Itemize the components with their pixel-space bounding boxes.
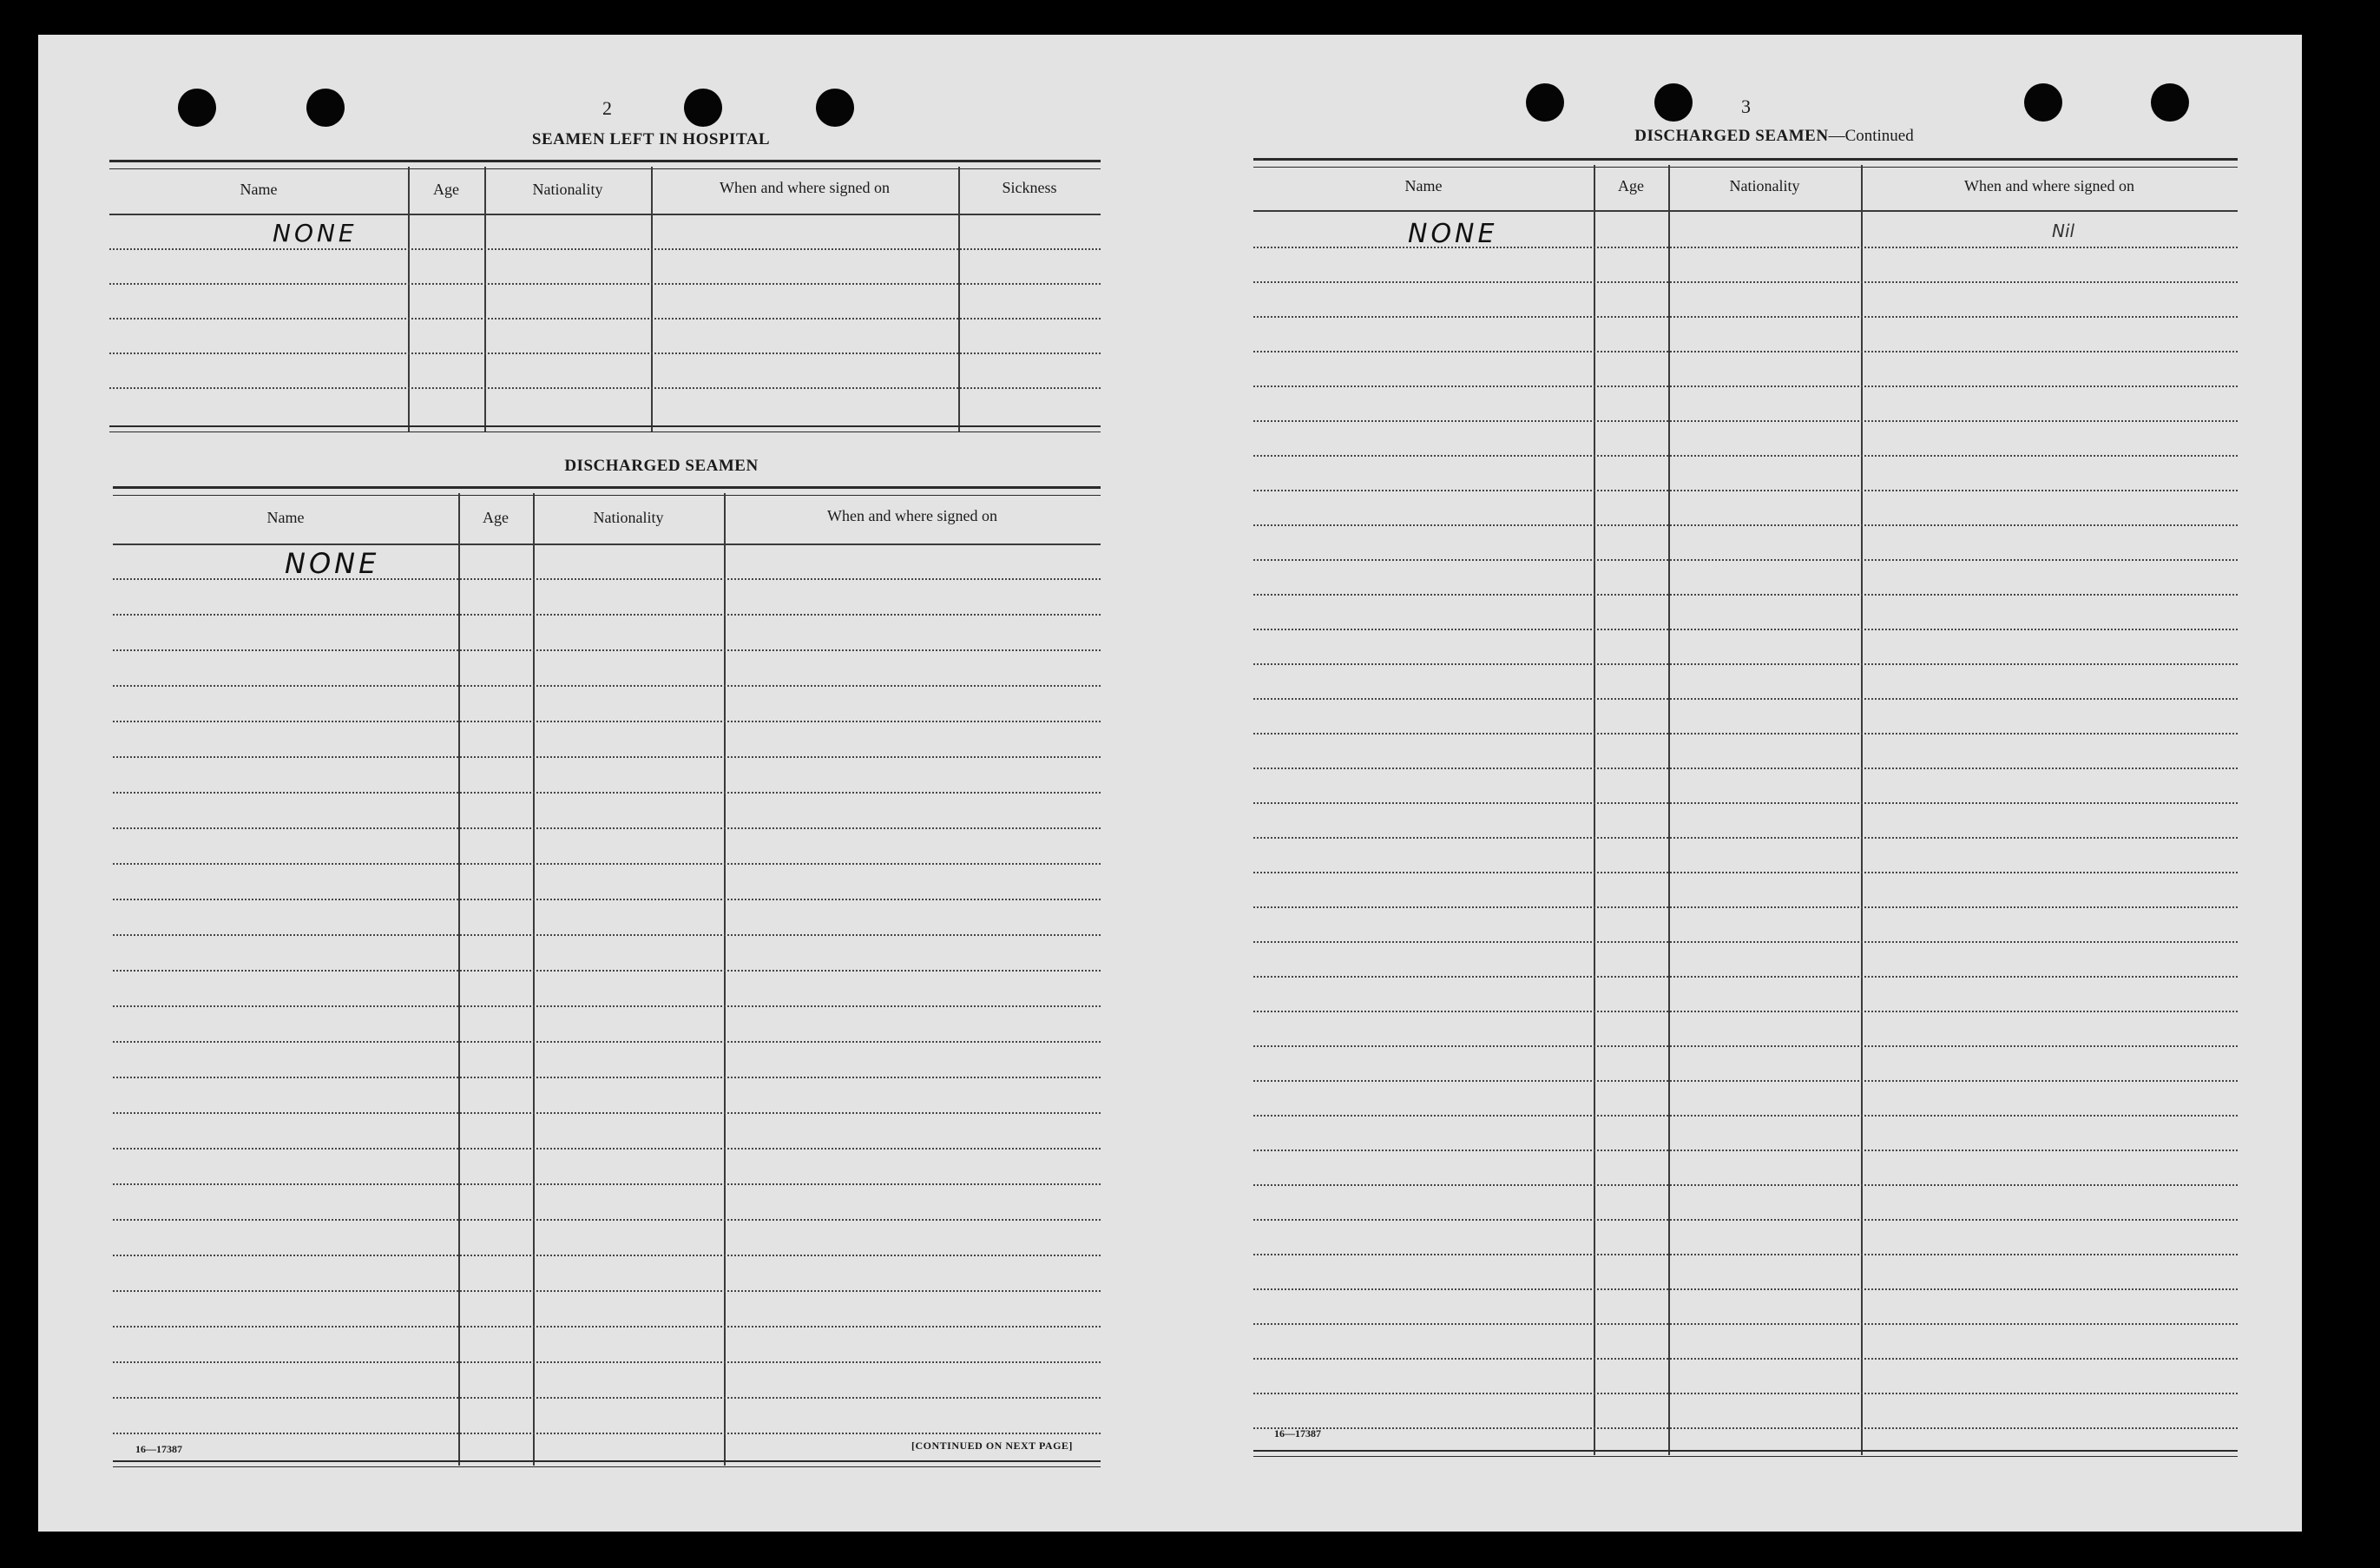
right-section-title-suffix: —Continued	[1828, 127, 1914, 145]
right-page-number: 3	[1741, 96, 1751, 117]
right-entry-none: NONE	[1408, 219, 1498, 249]
punch-hole	[1526, 83, 1564, 122]
hospital-entry-none: NONE	[273, 219, 358, 247]
right-col-age: Age	[1618, 177, 1644, 194]
hospital-col-name: Name	[240, 181, 278, 198]
right-section-title-main: DISCHARGED SEAMEN	[1634, 127, 1829, 145]
right-col-signed-on: When and where signed on	[1964, 177, 2134, 194]
left-form-number: 16—17387	[135, 1443, 182, 1455]
hospital-col-age: Age	[433, 181, 459, 198]
punch-hole	[306, 89, 345, 127]
document-sheet	[38, 35, 2302, 1532]
right-col-nationality: Nationality	[1729, 177, 1800, 194]
discharged-col-name: Name	[266, 509, 305, 526]
continued-note: [CONTINUED ON NEXT PAGE]	[911, 1440, 1073, 1452]
right-form-number: 16—17387	[1274, 1427, 1321, 1440]
left-page-number: 2	[602, 97, 612, 119]
right-section-title	[1583, 127, 1965, 146]
punch-hole	[1654, 83, 1693, 122]
punch-hole	[684, 89, 722, 127]
discharged-table-right	[1253, 158, 2238, 1460]
hospital-table	[109, 160, 1101, 436]
right-col-name: Name	[1404, 177, 1443, 194]
discharged-section-title: DISCHARGED SEAMEN	[564, 457, 759, 475]
discharged-col-nationality: Nationality	[593, 509, 664, 526]
discharged-col-age: Age	[483, 509, 509, 526]
punch-hole	[2024, 83, 2062, 122]
punch-hole	[2151, 83, 2189, 122]
hospital-col-signed-on: When and where signed on	[720, 179, 890, 196]
punch-hole	[178, 89, 216, 127]
hospital-col-sickness: Sickness	[1002, 179, 1057, 196]
hospital-section-title: SEAMEN LEFT IN HOSPITAL	[531, 130, 771, 148]
punch-hole	[816, 89, 854, 127]
hospital-col-nationality: Nationality	[532, 181, 603, 198]
discharged-table-left	[113, 486, 1101, 1471]
right-signed-on-mark: Nil	[2052, 221, 2075, 241]
discharged-col-signed-on: When and where signed on	[827, 507, 997, 524]
discharged-entry-none: NONE	[285, 547, 380, 580]
